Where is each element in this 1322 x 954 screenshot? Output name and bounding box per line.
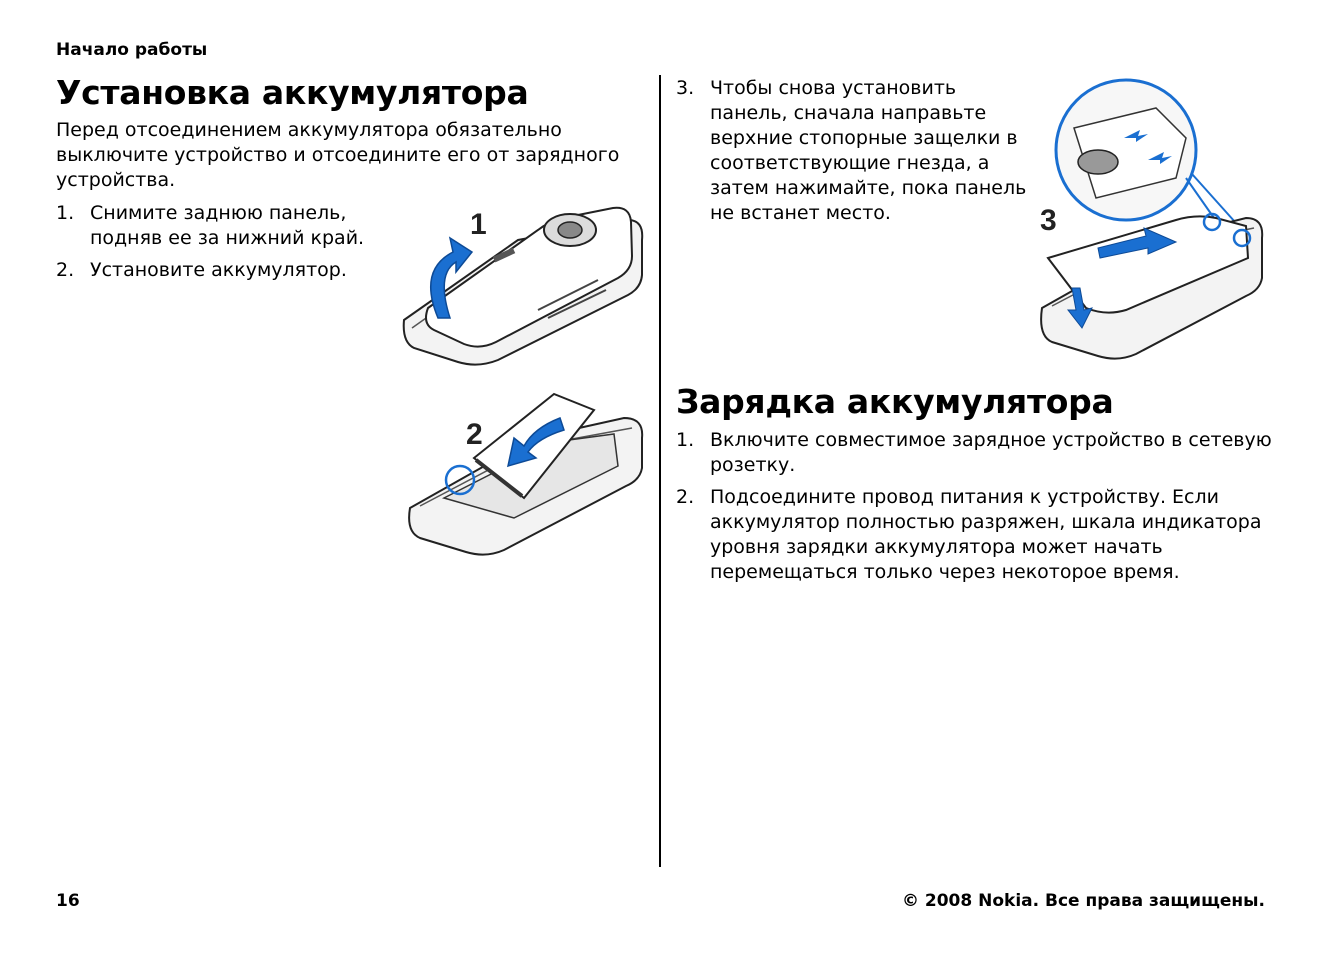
step-number: 2. bbox=[56, 259, 75, 281]
charging-title: Зарядка аккумулятора bbox=[676, 382, 1114, 421]
charging-step-2 bbox=[676, 485, 1272, 585]
step-text: Подсоедините провод питания к устройству. Если аккумулятор полностью разряжен, шкала индикатора уровня зарядки аккумулятора может начать перемещаться только через некоторое время. bbox=[710, 486, 1262, 583]
install-step-1 bbox=[56, 201, 376, 251]
page-title: Установка аккумулятора bbox=[56, 73, 529, 112]
install-steps-list bbox=[56, 201, 376, 290]
page-number: 16 bbox=[56, 891, 80, 911]
step-text: Чтобы снова установить панель, сначала направьте верхние стопорные защелки в соответствующие гнезда, а затем нажимайте, пока панель не встанет место. bbox=[710, 77, 1027, 224]
charging-step-1 bbox=[676, 428, 1272, 478]
column-divider bbox=[659, 75, 661, 867]
step2-label: 2 bbox=[466, 418, 483, 451]
replace-cover-steps-list bbox=[676, 76, 1032, 233]
insert-battery-illustration bbox=[404, 388, 648, 558]
section-label: Начало работы bbox=[56, 40, 208, 60]
step-text: Установите аккумулятор. bbox=[90, 259, 347, 281]
remove-cover-illustration bbox=[398, 200, 646, 370]
step1-label: 1 bbox=[470, 208, 487, 241]
step-number: 1. bbox=[676, 429, 695, 451]
step-number: 1. bbox=[56, 202, 75, 224]
step-number: 3. bbox=[676, 77, 695, 99]
step-text: Снимите заднюю панель, подняв ее за нижний край. bbox=[90, 202, 365, 249]
step-number: 2. bbox=[676, 486, 695, 508]
intro-paragraph: Перед отсоединением аккумулятора обязательно выключите устройство и отсоедините его от зарядного устройства. bbox=[56, 119, 620, 191]
copyright-notice: © 2008 Nokia. Все права защищены. bbox=[901, 891, 1265, 911]
step3-label: 3 bbox=[1040, 204, 1057, 237]
charging-steps-list bbox=[676, 428, 1272, 592]
install-step-3 bbox=[676, 76, 1032, 226]
replace-cover-illustration bbox=[1036, 78, 1268, 364]
install-step-2 bbox=[56, 258, 376, 283]
step-text: Включите совместимое зарядное устройство в сетевую розетку. bbox=[710, 429, 1272, 476]
